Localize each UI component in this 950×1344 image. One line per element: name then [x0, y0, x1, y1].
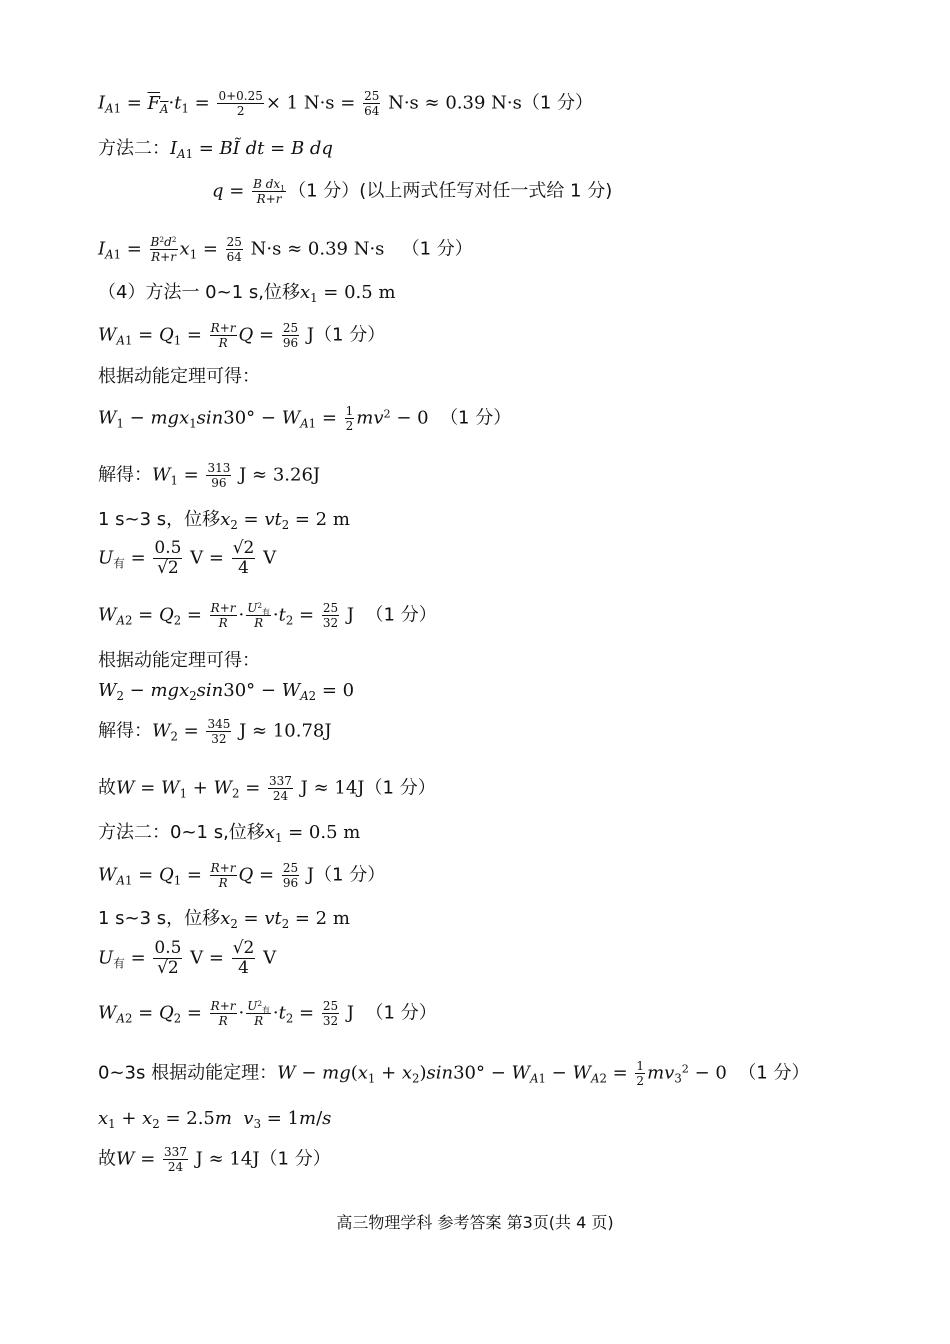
eq-work-a2: $W_{A2} = Q_2$ = $\frac{R+r}{R}$ · $U^2_有$ R $\cdot t_2$ = $\frac{25}{32}$ J （1 分） — [98, 600, 437, 630]
method2-heading: 方法二：0~1 s,位移$x_1 = 0.5$ m — [98, 822, 361, 846]
eq-total-work-2: 故W = $\frac{337}{24}$ J ≈ 14J（1 分） — [98, 1145, 331, 1174]
therefore-label: 故 — [98, 1148, 116, 1170]
theorem-text: 根据动能定理可得： — [98, 366, 260, 387]
eq-u-eff-1: $U_有$ = $\frac{0.5}{√2}$ V = $\frac{√2}{4}$ V — [98, 538, 277, 578]
interval-text: 1 s~3 s，位移 — [98, 509, 221, 530]
theorem-text-2: 根据动能定理可得： — [98, 650, 260, 671]
method-label: 方法二： — [98, 138, 170, 159]
eq-method2-impulse: 方法二：$I_{A1}$ = BĨ dt = B dq — [98, 138, 333, 162]
score-label: （1 分） — [314, 324, 386, 346]
eq-displacement-sum: $x_1 + x_2 = 2.5m$ $v_3 = 1m/s$ — [98, 1108, 332, 1132]
interval-2-heading: 1 s~3 s，位移$x_2 = vt_2 = 2$ m — [98, 509, 350, 533]
eq-energy-2: $W_2 - mgx_2\sin 30^\circ - W_{A2} = 0$ — [98, 680, 355, 704]
interval-text: 1 s~3 s，位移 — [98, 908, 221, 929]
eq-energy-1: $W_1 - mgx_1\sin 30^\circ - W_{A1}$ = $\frac{1}{2}$ $mv^2 - 0$ （1 分） — [98, 404, 512, 433]
page-footer: 高三物理学科 参考答案 第3页(共 4 页) — [336, 1213, 614, 1232]
solve-label: 解得： — [98, 464, 152, 486]
eq-impulse-2: $I_{A1}$ = $\frac{B^2d^2}{R+r}$ $x_1$ = $\frac{25}{64}$ N·s ≈ 0.39 N·s （1 分） — [98, 234, 473, 264]
eq-work-a1: $W_{A1} = Q_1$ = $\frac{R+r}{R}$ Q = $\frac{25}{96}$ J（1 分） — [98, 321, 386, 350]
score-label: （1 分） — [440, 407, 512, 429]
theorem-label: 0~3s 根据动能定理： — [98, 1062, 278, 1084]
eq-solve-w1: 解得：$W_1$ = $\frac{313}{96}$ J ≈ 3.26J — [98, 461, 321, 490]
score-label: （1 分） — [364, 777, 436, 799]
part4-text: （4）方法一 0~1 s,位移 — [98, 282, 300, 303]
eq-work-a1-m2: $W_{A1} = Q_1$ = $\frac{R+r}{R}$ Q = $\frac{25}{96}$ J（1 分） — [98, 861, 386, 890]
interval-2-heading-m2: 1 s~3 s，位移$x_2 = vt_2 = 2$ m — [98, 908, 350, 932]
score-label: （1 分） — [401, 238, 473, 260]
method2-text: 方法二：0~1 s,位移 — [98, 822, 265, 843]
part4-heading: （4）方法一 0~1 s,位移$x_1 = 0.5$ m — [98, 282, 396, 306]
eq-charge: q = $\frac{B dx_1}{R+r}$ （1 分）(以上两式任写对任一式给 1 分) — [212, 177, 613, 206]
eq-u-eff-2: $U_有$ = $\frac{0.5}{√2}$ V = $\frac{√2}{4}$ V — [98, 938, 277, 978]
eq-work-a2-m2: $W_{A2} = Q_2$ = $\frac{R+r}{R}$ · $U^2_有$ R $\cdot t_2$ = $\frac{25}{32}$ J （1 分） — [98, 998, 437, 1028]
eq-energy-total: 0~3s 根据动能定理：$W - mg(x_1 + x_2)\sin 30^\circ - W_{A1} - W_{A2}$ = $\frac{1}{2}$ $mv_3^2 - 0$ （1 分） — [98, 1059, 810, 1088]
score-label: （1 分） — [738, 1062, 810, 1084]
therefore-label: 故 — [98, 777, 116, 799]
eq-solve-w2: 解得：$W_2$ = $\frac{345}{32}$ J ≈ 10.78J — [98, 717, 332, 746]
solve-label: 解得： — [98, 720, 152, 742]
score-note: （1 分）(以上两式任写对任一式给 1 分) — [288, 180, 613, 202]
score-label: （1 分） — [365, 1002, 437, 1024]
score-label: （1 分） — [314, 864, 386, 886]
score-label: （1 分） — [365, 604, 437, 626]
score-label: （1 分） — [521, 92, 594, 114]
score-label: （1 分） — [259, 1148, 331, 1170]
eq-impulse-1: $I_{A1} = F_A\cdot t_1$ = $\frac{0+0.25}{2}$ × 1 N·s = $\frac{25}{64}$ N·s ≈ 0.39 N·s（1 分） — [98, 89, 594, 118]
eq-total-work-1: 故$W = W_1 + W_2$ = $\frac{337}{24}$ J ≈ 14J（1 分） — [98, 774, 436, 803]
